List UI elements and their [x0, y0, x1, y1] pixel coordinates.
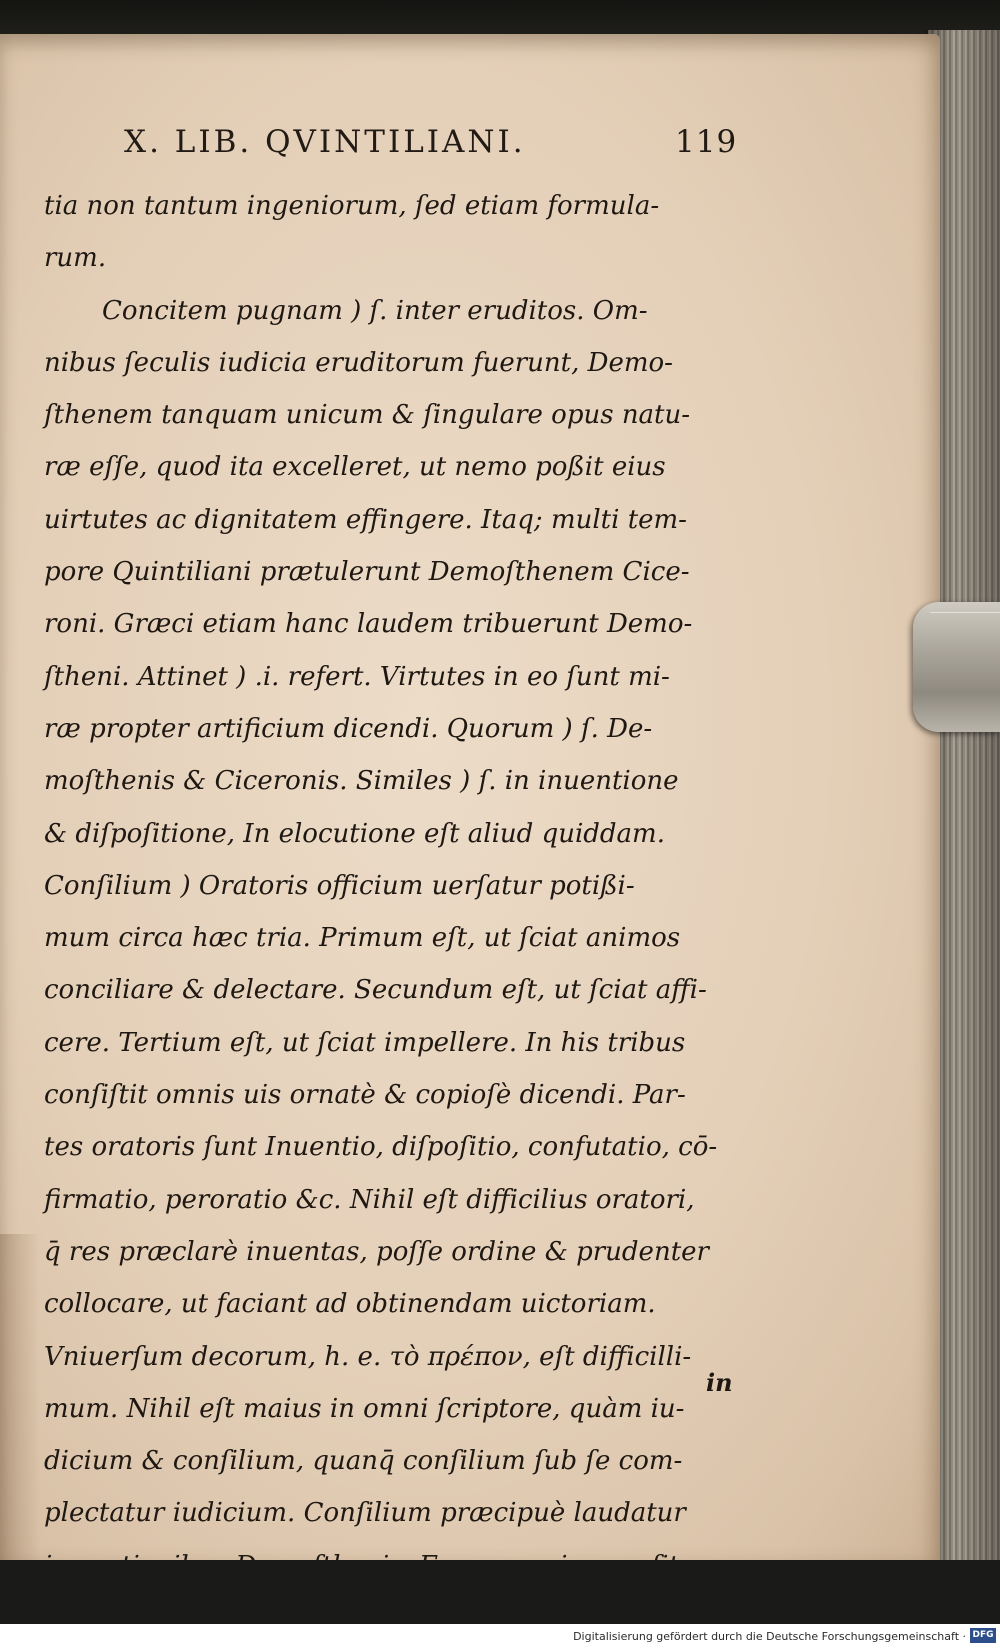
body-text: [44, 180, 734, 1592]
scan-background-bottom: [0, 1560, 1000, 1624]
text-line: uirtutes ac dignitatem effingere. Itaq; multi tem-: [44, 504, 687, 535]
text-line: rum.: [44, 243, 107, 274]
text-line: Conſilium ) Oratoris officium uerſatur potißi-: [44, 870, 635, 901]
catchword: in: [706, 1368, 733, 1397]
text-line: conciliare & delectare. Secundum eſt, ut ſciat affi-: [44, 975, 707, 1006]
dfg-logo: DFG: [970, 1628, 996, 1643]
page-stain: [0, 1234, 40, 1564]
text-line: pore Quintiliani prætulerunt Demoſthenem Cice-: [44, 557, 690, 588]
clasp-highlight: [930, 612, 1000, 613]
text-line: collocare, ut faciant ad obtinendam uictoriam.: [44, 1289, 656, 1320]
text-line: mum. Nihil eſt maius in omni ſcriptore, quàm iu-: [44, 1393, 685, 1424]
running-head: X. LIB. QVINTILIANI.: [124, 124, 526, 160]
page-number: 119: [675, 124, 738, 160]
text-line: Concitem pugnam ) ſ. inter eruditos. Om-: [102, 295, 648, 326]
text-line: ræ propter artificium dicendi. Quorum ) ſ. De-: [44, 713, 653, 744]
text-line: Vniuerſum decorum, h. e. τὸ πρέπον, eſt difficilli-: [44, 1341, 692, 1372]
text-line: mum circa hæc tria. Primum eſt, ut ſciat animos: [44, 923, 681, 954]
text-line: moſthenis & Ciceronis. Similes ) ſ. in inuentione: [44, 766, 679, 797]
text-line: q̄ res præclarè inuentas, poſſe ordine & prudenter: [44, 1236, 709, 1267]
text-line: ſtheni. Attinet ) .i. refert. Virtutes in eo ſunt mi-: [44, 661, 670, 692]
book-clasp: [913, 602, 1000, 732]
text-line: cere. Tertium eſt, ut ſciat impellere. In his tribus: [44, 1027, 686, 1058]
text-line: nibus ſeculis iudicia eruditorum fuerunt, Demo-: [44, 347, 673, 378]
text-line: & diſpoſitione, In elocutione eſt aliud quiddam.: [44, 818, 665, 849]
text-line: tia non tantum ingeniorum, ſed etiam formula-: [44, 191, 660, 221]
text-line: ræ eſſe, quod ita excelleret, ut nemo poßit eius: [44, 452, 666, 483]
digitization-credit: Digitalisierung gefördert durch die Deutsche Forschungsgemeinschaft ·: [573, 1630, 966, 1643]
text-line: firmatio, peroratio &c. Nihil eſt difficilius oratori,: [44, 1184, 695, 1215]
text-line: conſiſtit omnis uis ornatè & copioſè dicendi. Par-: [44, 1080, 686, 1111]
text-line: roni. Græci etiam hanc laudem tribuerunt Demo-: [44, 609, 693, 640]
text-line: tes oratoris ſunt Inuentio, diſpoſitio, confutatio, cō-: [44, 1132, 718, 1163]
text-line: dicium & conſilium, quanq̄ conſilium ſub ſe com-: [44, 1446, 683, 1477]
text-line: plectatur iudicium. Conſilium præcipuè laudatur: [44, 1498, 686, 1529]
text-line: ſthenem tanquam unicum & ſingulare opus natu-: [44, 400, 691, 431]
